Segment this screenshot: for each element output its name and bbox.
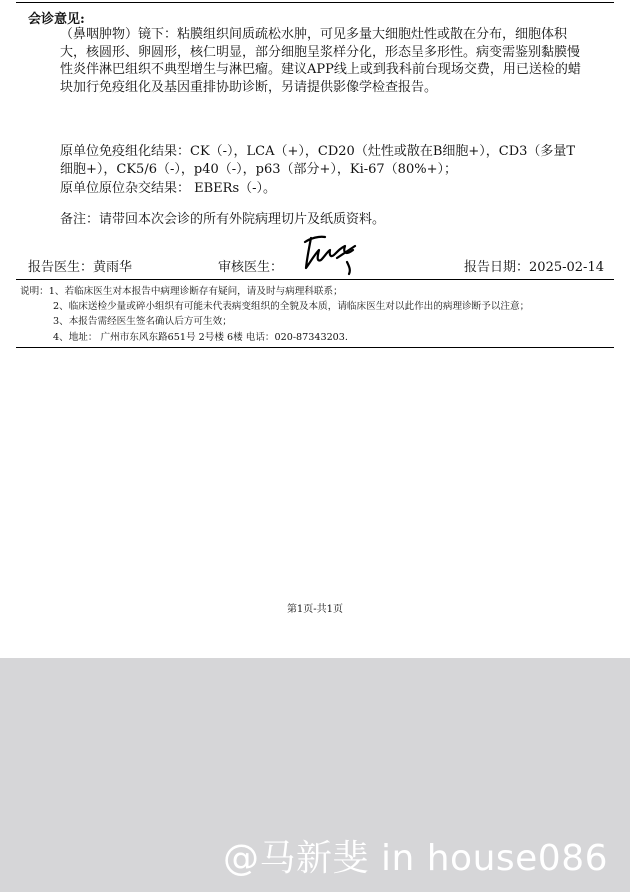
top-divider [16,2,614,3]
review-doctor-label: 审核医生： [218,260,284,275]
handwritten-signature [297,228,361,276]
divider [16,347,614,348]
note-4: 4、地址： 广州市东风东路651号 2号楼 6楼 电话：020-87343203. [53,331,348,343]
note-3: 3、本报告需经医生签名确认后方可生效； [53,316,232,328]
report-date: 报告日期：2025-02-14 [464,260,604,275]
watermark: @马新斐 in house086 [223,838,608,879]
divider [16,279,614,280]
remark: 备注：请带回本次会诊的所有外院病理切片及纸质资料。 [60,212,386,227]
ish-results: 原单位原位杂交结果： EBERs（-）。 [60,181,277,196]
ihc-results: 原单位免疫组化结果：CK（-），LCA（+），CD20（灶性或散在B细胞+），CD3（多量T细胞+），CK5/6（-），p40（-），p63（部分+），Ki-67（80%+）； [60,144,576,177]
report-doctor: 报告医生：黄雨华 [28,260,133,275]
note-2: 2、临床送检少量或碎小组织有可能未代表病变组织的全貌及本质，请临床医生对以此作出的病理诊断予以注意； [53,301,530,313]
page-number: 第1页-共1页 [286,604,344,615]
note-1: 说明：1、若临床医生对本报告中病理诊断存有疑问，请及时与病理科联系； [20,286,343,297]
consult-opinion: （鼻咽肿物）镜下：粘膜组织间质疏松水肿，可见多量大细胞灶性或散在分布，细胞体积大，核圆形、卵圆形，核仁明显，部分细胞呈浆样分化，形态呈多形性。病变需鉴别黏膜慢性炎伴淋巴组织不典型增生与淋巴瘤。建议APP线上或到我科前台现场交费，用已送检的蜡块加行免疫组化及基因重排协助诊断，另请提供影像学检查报告。 [60,27,581,95]
notes [20,284,625,345]
consult-title: 会诊意见: [28,12,85,27]
